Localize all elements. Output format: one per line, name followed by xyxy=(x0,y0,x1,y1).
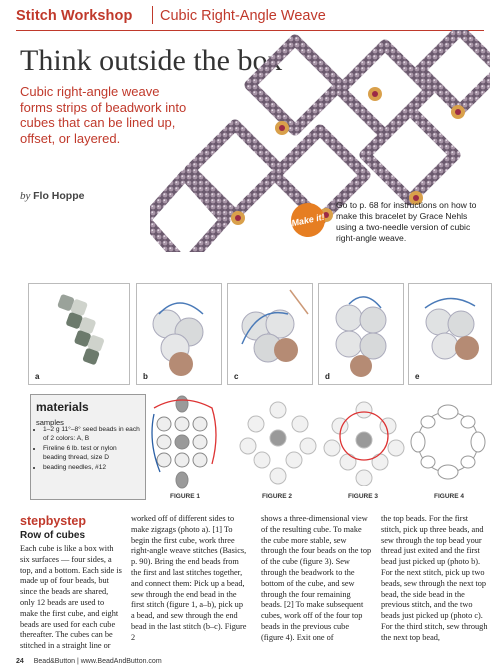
byline: by Flo Hoppe xyxy=(20,190,85,202)
body-column-4: the top beads. For the first stitch, pick up three beads, and sew through the top bead your thread just exited and the first bead just picked up (photo b). For the next stitch, pick up two beads, sew through the next top bead, the side bead in the previous stitch, and the two beads just picked up (photo c). For the third stitch, sew through the next top bead, xyxy=(381,514,488,642)
bead-step-image xyxy=(137,284,221,384)
subheading: Row of cubes xyxy=(20,530,86,541)
make-it-badge: Make it! xyxy=(288,200,328,240)
section-name: Stitch Workshop xyxy=(16,8,133,24)
materials-item: • beading needles, #12 xyxy=(43,463,141,472)
photo-label: e xyxy=(415,372,420,381)
figure-2-diagram xyxy=(238,400,318,486)
body-column-2: worked off of different sides to make zigzags (photo a). [1] To begin the first cube, work three right-angle weave stitches (Basics, p. 90). Bring the end beads from the first and last stitches together, and connect them: Pick up a bead, sew through the end bead in the first stitch (figure 1, a–b), pick up a bead, and sew through the end bead in the last stitch (b–c). Figure 2 xyxy=(131,514,247,642)
photo-a xyxy=(28,283,130,385)
figure-1-diagram xyxy=(150,394,230,490)
photo-label: b xyxy=(143,372,148,381)
body-column-3: shows a three-dimensional view of the resulting cube. To make the cube more stable, sew through the four beads on the top of the cube (figure 3). Sew through the beadwork to the bottom of the cube, and sew through the four remaining beads. [2] To make subsequent cubes, work off of the four top beads in the previous cube (figure 4). Exit one of xyxy=(261,514,372,642)
bead-step-image xyxy=(409,284,491,384)
materials-subtitle: samples xyxy=(36,418,64,427)
figure-3-diagram xyxy=(322,400,406,486)
figure-caption: FIGURE 4 xyxy=(434,493,464,500)
photo-c xyxy=(227,283,313,385)
materials-title: materials xyxy=(36,400,89,414)
materials-item: • 1–2 g 11°–8° seed beads in each of 2 colors: A, B xyxy=(43,425,141,443)
materials-item: • Fireline 6 lb. test or nylon beading thread, size D xyxy=(43,444,141,462)
photo-label: d xyxy=(325,372,330,381)
photo-d xyxy=(318,283,404,385)
topic-name: Cubic Right-Angle Weave xyxy=(160,8,326,24)
article-deck: Cubic right-angle weave forms strips of beadwork into cubes that can be lined up, offset, or layered. xyxy=(20,84,187,146)
materials-list xyxy=(31,425,145,473)
figure-caption: FIGURE 1 xyxy=(170,493,200,500)
author-name: Flo Hoppe xyxy=(33,190,85,202)
figure-4-diagram xyxy=(406,396,490,488)
materials-box xyxy=(30,394,146,500)
figure-caption: FIGURE 3 xyxy=(348,493,378,500)
bead-step-image xyxy=(228,284,312,384)
bead-step-image xyxy=(319,284,403,384)
section-heading: stepbystep xyxy=(20,514,86,528)
page-header xyxy=(0,0,500,30)
promo-text: Go to p. 68 for instructions on how to make this bracelet by Grace Nehls using a two-needle version of cubic right-angle weave. xyxy=(336,200,477,243)
zigzag-sample-image xyxy=(29,284,129,384)
page-number: 24 xyxy=(16,658,24,665)
photo-label: c xyxy=(234,372,239,381)
article-title: Think outside the box xyxy=(20,44,283,77)
photo-label: a xyxy=(35,372,40,381)
photo-e xyxy=(408,283,492,385)
footer-source: Bead&Button | www.BeadAndButton.com xyxy=(33,658,162,665)
figure-caption: FIGURE 2 xyxy=(262,493,292,500)
body-column-1: Each cube is like a box with six surfaces — four sides, a top, and a bottom. Each side is made up of four beads, but since the beads are shared, only 12 beads are used to make the first cube, and eight beads are used for each cube thereafter. The cubes can be stitched in a straight line or xyxy=(20,544,122,651)
photo-b xyxy=(136,283,222,385)
page-footer xyxy=(16,658,162,665)
header-divider xyxy=(152,6,153,24)
